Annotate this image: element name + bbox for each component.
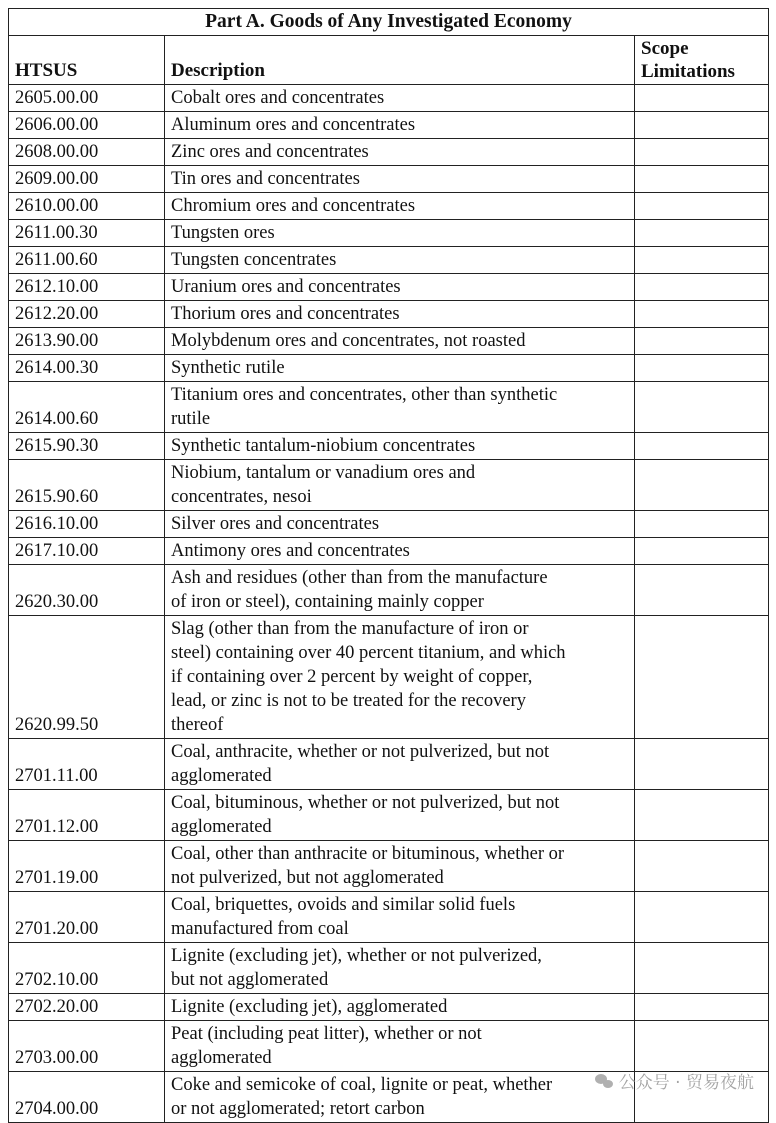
- description-cell: Zinc ores and concentrates: [165, 139, 635, 166]
- scope-limitations-cell: [635, 460, 769, 511]
- watermark: [595, 1068, 754, 1093]
- scope-limitations-cell: [635, 139, 769, 166]
- description-cell: Chromium ores and concentrates: [165, 193, 635, 220]
- htsus-code: 2702.10.00: [9, 943, 165, 994]
- scope-limitations-cell: [635, 943, 769, 994]
- htsus-code: 2704.00.00: [9, 1072, 165, 1123]
- htsus-code: 2611.00.30: [9, 220, 165, 247]
- table-row: [9, 1021, 769, 1072]
- htsus-code: 2615.90.60: [9, 460, 165, 511]
- header-description: Description: [165, 36, 635, 85]
- htsus-code: 2612.20.00: [9, 301, 165, 328]
- description-cell: Coke and semicoke of coal, lignite or peat, whether or not agglomerated; retort carbon: [165, 1072, 635, 1123]
- table-row: [9, 994, 769, 1021]
- htsus-code: 2701.19.00: [9, 841, 165, 892]
- scope-limitations-cell: [635, 328, 769, 355]
- scope-limitations-cell: [635, 739, 769, 790]
- wechat-icon: [595, 1073, 613, 1089]
- header-htsus: HTSUS: [9, 36, 165, 85]
- htsus-code: 2701.12.00: [9, 790, 165, 841]
- scope-limitations-cell: [635, 892, 769, 943]
- scope-limitations-cell: [635, 220, 769, 247]
- scope-limitations-cell: [635, 382, 769, 433]
- table-row: [9, 328, 769, 355]
- htsus-table: [8, 8, 769, 1123]
- description-cell: Lignite (excluding jet), agglomerated: [165, 994, 635, 1021]
- scope-limitations-cell: [635, 166, 769, 193]
- table-row: [9, 565, 769, 616]
- scope-limitations-cell: [635, 433, 769, 460]
- description-cell: Coal, bituminous, whether or not pulverized, but not agglomerated: [165, 790, 635, 841]
- description-cell: Coal, anthracite, whether or not pulverized, but not agglomerated: [165, 739, 635, 790]
- description-cell: Aluminum ores and concentrates: [165, 112, 635, 139]
- table-row: [9, 166, 769, 193]
- htsus-code: 2613.90.00: [9, 328, 165, 355]
- htsus-code: 2616.10.00: [9, 511, 165, 538]
- table-row: [9, 790, 769, 841]
- htsus-code: 2615.90.30: [9, 433, 165, 460]
- table-row: [9, 943, 769, 994]
- scope-limitations-cell: [635, 274, 769, 301]
- scope-limitations-cell: [635, 1021, 769, 1072]
- description-cell: Silver ores and concentrates: [165, 511, 635, 538]
- scope-limitations-cell: [635, 538, 769, 565]
- scope-limitations-cell: [635, 355, 769, 382]
- watermark-text: 公众号 · 贸易夜航: [618, 1073, 754, 1093]
- description-cell: Cobalt ores and concentrates: [165, 85, 635, 112]
- htsus-code: 2620.30.00: [9, 565, 165, 616]
- description-cell: Coal, other than anthracite or bituminous, whether or not pulverized, but not agglomerated: [165, 841, 635, 892]
- scope-limitations-cell: [635, 616, 769, 739]
- table-row: [9, 892, 769, 943]
- description-cell: Tungsten ores: [165, 220, 635, 247]
- description-cell: Ash and residues (other than from the manufacture of iron or steel), containing mainly copper: [165, 565, 635, 616]
- description-cell: Niobium, tantalum or vanadium ores and concentrates, nesoi: [165, 460, 635, 511]
- htsus-code: 2617.10.00: [9, 538, 165, 565]
- scope-limitations-cell: [635, 301, 769, 328]
- description-cell: Tin ores and concentrates: [165, 166, 635, 193]
- scope-limitations-cell: [635, 565, 769, 616]
- htsus-code: 2620.99.50: [9, 616, 165, 739]
- scope-limitations-cell: [635, 841, 769, 892]
- description-cell: Uranium ores and concentrates: [165, 274, 635, 301]
- table-row: [9, 616, 769, 739]
- htsus-code: 2612.10.00: [9, 274, 165, 301]
- htsus-code: 2614.00.30: [9, 355, 165, 382]
- table-row: [9, 247, 769, 274]
- table-row: [9, 433, 769, 460]
- table-row: [9, 511, 769, 538]
- scope-limitations-cell: [635, 790, 769, 841]
- table-row: [9, 301, 769, 328]
- description-cell: Peat (including peat litter), whether or not agglomerated: [165, 1021, 635, 1072]
- description-cell: Synthetic rutile: [165, 355, 635, 382]
- table-row: [9, 85, 769, 112]
- htsus-code: 2703.00.00: [9, 1021, 165, 1072]
- table-title: Part A. Goods of Any Investigated Economy: [9, 9, 769, 36]
- table-row: [9, 382, 769, 433]
- description-cell: Slag (other than from the manufacture of iron or steel) containing over 40 percent titanium, and which if containing over 2 percent by weight of copper, lead, or zinc is not to be treated for the recovery thereof: [165, 616, 635, 739]
- table-row: [9, 112, 769, 139]
- table-row: [9, 220, 769, 247]
- scope-limitations-cell: [635, 193, 769, 220]
- table-row: [9, 538, 769, 565]
- htsus-code: 2701.11.00: [9, 739, 165, 790]
- description-cell: Tungsten concentrates: [165, 247, 635, 274]
- description-cell: Synthetic tantalum-niobium concentrates: [165, 433, 635, 460]
- description-cell: Thorium ores and concentrates: [165, 301, 635, 328]
- scope-limitations-cell: [635, 247, 769, 274]
- table-row: [9, 193, 769, 220]
- htsus-code: 2702.20.00: [9, 994, 165, 1021]
- table-row: [9, 274, 769, 301]
- scope-limitations-cell: [635, 112, 769, 139]
- htsus-code: 2610.00.00: [9, 193, 165, 220]
- htsus-code: 2611.00.60: [9, 247, 165, 274]
- htsus-code: 2609.00.00: [9, 166, 165, 193]
- description-cell: Titanium ores and concentrates, other than synthetic rutile: [165, 382, 635, 433]
- htsus-code: 2608.00.00: [9, 139, 165, 166]
- description-cell: Molybdenum ores and concentrates, not roasted: [165, 328, 635, 355]
- htsus-code: 2701.20.00: [9, 892, 165, 943]
- scope-limitations-cell: [635, 994, 769, 1021]
- scope-limitations-cell: [635, 511, 769, 538]
- scope-limitations-cell: [635, 85, 769, 112]
- table-row: [9, 841, 769, 892]
- header-scope-limitations: Scope Limitations: [635, 36, 769, 85]
- htsus-code: 2614.00.60: [9, 382, 165, 433]
- description-cell: Antimony ores and concentrates: [165, 538, 635, 565]
- table-row: [9, 460, 769, 511]
- table-row: [9, 139, 769, 166]
- table-body: [9, 85, 769, 1123]
- table-row: [9, 739, 769, 790]
- description-cell: Coal, briquettes, ovoids and similar solid fuels manufactured from coal: [165, 892, 635, 943]
- htsus-code: 2605.00.00: [9, 85, 165, 112]
- table-row: [9, 355, 769, 382]
- description-cell: Lignite (excluding jet), whether or not pulverized, but not agglomerated: [165, 943, 635, 994]
- htsus-code: 2606.00.00: [9, 112, 165, 139]
